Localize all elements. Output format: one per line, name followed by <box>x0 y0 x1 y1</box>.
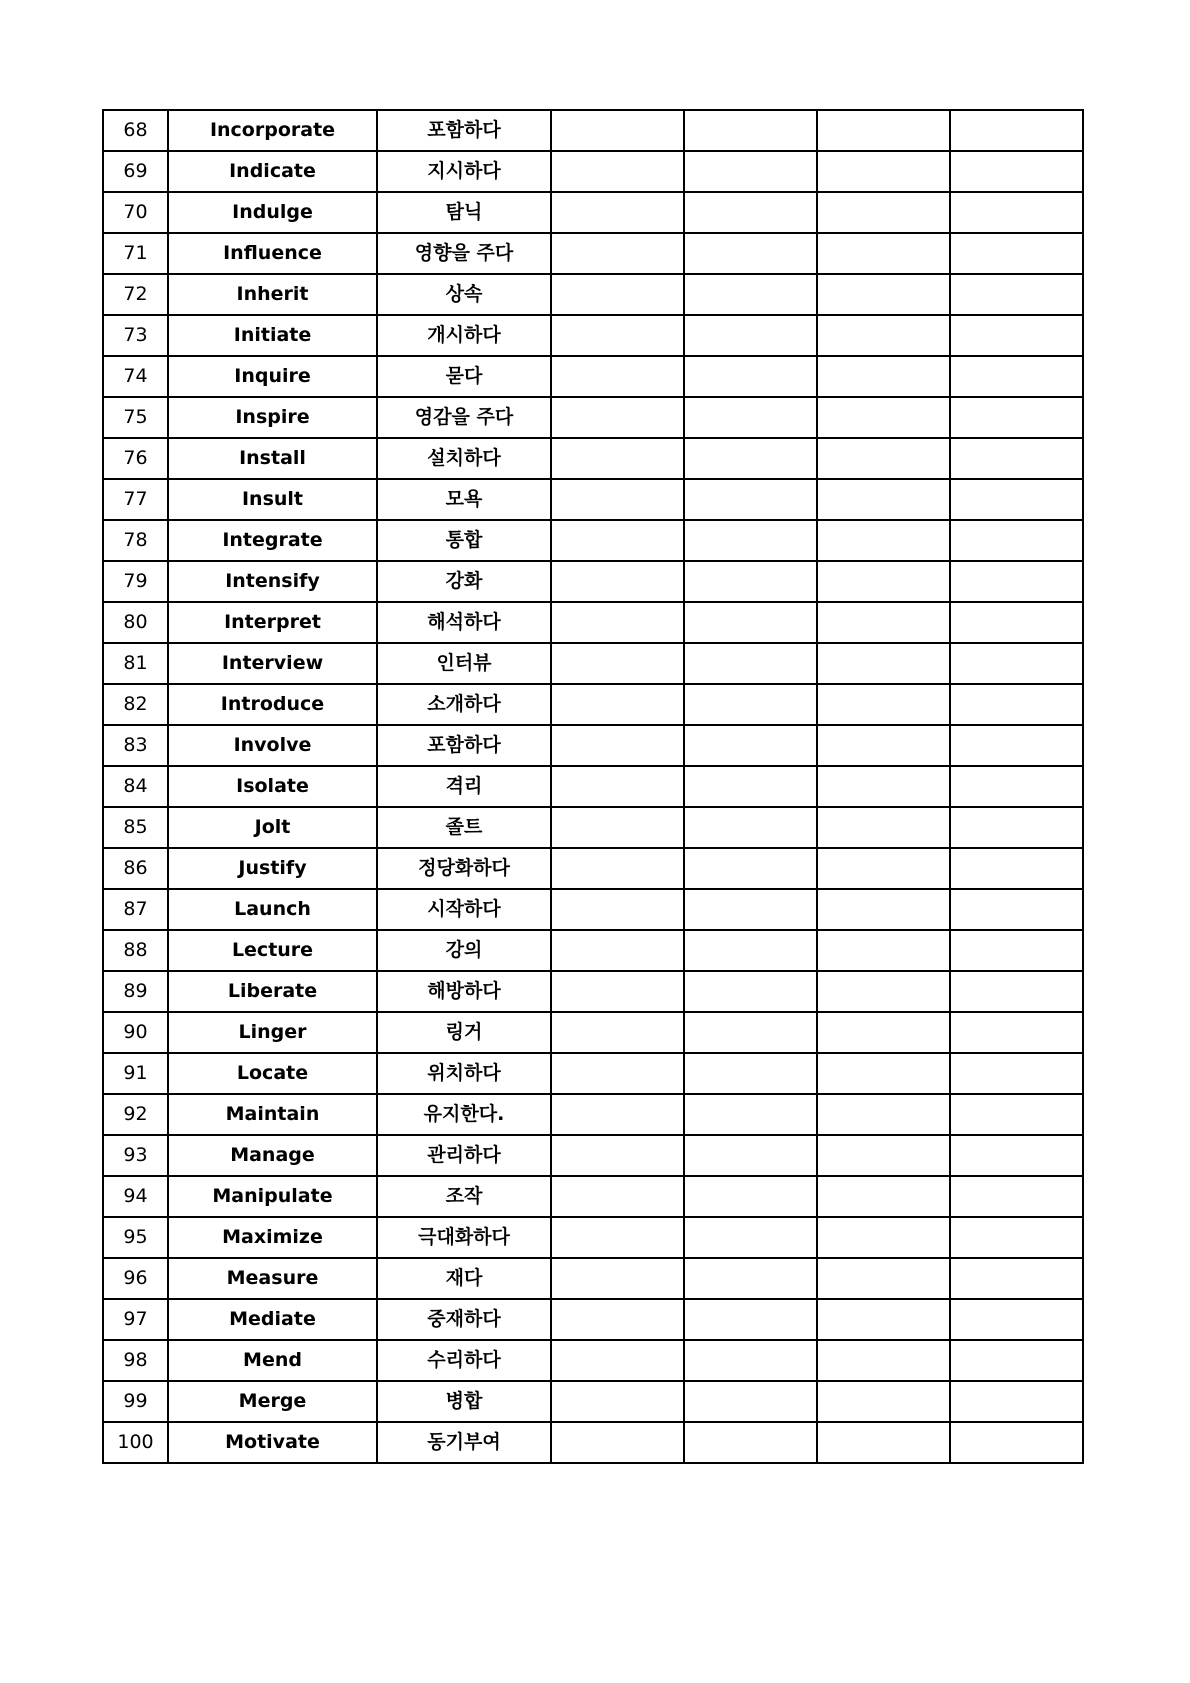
korean-meaning-cell: 해석하다 <box>377 602 551 643</box>
english-word-cell: Indicate <box>168 151 377 192</box>
row-number-cell: 88 <box>103 930 168 971</box>
blank-practice-cell <box>684 1217 817 1258</box>
english-word-cell: Insult <box>168 479 377 520</box>
english-word-cell: Integrate <box>168 520 377 561</box>
blank-practice-cell <box>950 438 1083 479</box>
row-number-cell: 97 <box>103 1299 168 1340</box>
blank-practice-cell <box>551 1176 684 1217</box>
blank-practice-cell <box>817 1381 950 1422</box>
blank-practice-cell <box>950 1094 1083 1135</box>
row-number-cell: 80 <box>103 602 168 643</box>
blank-practice-cell <box>817 397 950 438</box>
table-row <box>103 356 1083 397</box>
row-number-cell: 76 <box>103 438 168 479</box>
row-number-cell: 99 <box>103 1381 168 1422</box>
english-word-cell: Involve <box>168 725 377 766</box>
english-word-cell: Inherit <box>168 274 377 315</box>
row-number-cell: 95 <box>103 1217 168 1258</box>
blank-practice-cell <box>684 889 817 930</box>
row-number-cell: 78 <box>103 520 168 561</box>
vocabulary-table <box>102 109 1084 1464</box>
row-number-cell: 87 <box>103 889 168 930</box>
row-number-cell: 86 <box>103 848 168 889</box>
blank-practice-cell <box>817 192 950 233</box>
row-number-cell: 83 <box>103 725 168 766</box>
table-row <box>103 561 1083 602</box>
english-word-cell: Inspire <box>168 397 377 438</box>
korean-meaning-cell: 격리 <box>377 766 551 807</box>
english-word-cell: Influence <box>168 233 377 274</box>
blank-practice-cell <box>817 930 950 971</box>
blank-practice-cell <box>950 602 1083 643</box>
blank-practice-cell <box>950 315 1083 356</box>
blank-practice-cell <box>950 561 1083 602</box>
blank-practice-cell <box>950 192 1083 233</box>
vocabulary-table-body <box>103 110 1083 1463</box>
table-row <box>103 192 1083 233</box>
blank-practice-cell <box>684 930 817 971</box>
blank-practice-cell <box>551 356 684 397</box>
table-row <box>103 684 1083 725</box>
korean-meaning-cell: 소개하다 <box>377 684 551 725</box>
korean-meaning-cell: 포함하다 <box>377 110 551 151</box>
blank-practice-cell <box>684 1422 817 1463</box>
english-word-cell: Launch <box>168 889 377 930</box>
blank-practice-cell <box>551 1381 684 1422</box>
blank-practice-cell <box>950 766 1083 807</box>
korean-meaning-cell: 개시하다 <box>377 315 551 356</box>
table-row <box>103 151 1083 192</box>
english-word-cell: Jolt <box>168 807 377 848</box>
row-number-cell: 82 <box>103 684 168 725</box>
blank-practice-cell <box>551 1094 684 1135</box>
blank-practice-cell <box>817 1012 950 1053</box>
table-row <box>103 889 1083 930</box>
row-number-cell: 72 <box>103 274 168 315</box>
blank-practice-cell <box>684 1094 817 1135</box>
english-word-cell: Manipulate <box>168 1176 377 1217</box>
row-number-cell: 81 <box>103 643 168 684</box>
blank-practice-cell <box>551 479 684 520</box>
row-number-cell: 71 <box>103 233 168 274</box>
blank-practice-cell <box>817 151 950 192</box>
korean-meaning-cell: 정당화하다 <box>377 848 551 889</box>
blank-practice-cell <box>950 1217 1083 1258</box>
blank-practice-cell <box>817 561 950 602</box>
blank-practice-cell <box>817 1258 950 1299</box>
blank-practice-cell <box>551 151 684 192</box>
blank-practice-cell <box>950 110 1083 151</box>
blank-practice-cell <box>817 233 950 274</box>
korean-meaning-cell: 인터뷰 <box>377 643 551 684</box>
blank-practice-cell <box>950 1012 1083 1053</box>
english-word-cell: Manage <box>168 1135 377 1176</box>
blank-practice-cell <box>551 1217 684 1258</box>
blank-practice-cell <box>684 1340 817 1381</box>
table-row <box>103 1299 1083 1340</box>
table-row <box>103 930 1083 971</box>
korean-meaning-cell: 지시하다 <box>377 151 551 192</box>
blank-practice-cell <box>817 602 950 643</box>
table-row <box>103 438 1083 479</box>
blank-practice-cell <box>684 438 817 479</box>
row-number-cell: 85 <box>103 807 168 848</box>
blank-practice-cell <box>684 643 817 684</box>
blank-practice-cell <box>551 930 684 971</box>
blank-practice-cell <box>551 520 684 561</box>
english-word-cell: Inquire <box>168 356 377 397</box>
blank-practice-cell <box>950 1381 1083 1422</box>
blank-practice-cell <box>817 520 950 561</box>
blank-practice-cell <box>817 1422 950 1463</box>
row-number-cell: 94 <box>103 1176 168 1217</box>
korean-meaning-cell: 강화 <box>377 561 551 602</box>
table-row <box>103 848 1083 889</box>
blank-practice-cell <box>950 1299 1083 1340</box>
blank-practice-cell <box>684 561 817 602</box>
blank-practice-cell <box>684 971 817 1012</box>
blank-practice-cell <box>817 1135 950 1176</box>
english-word-cell: Locate <box>168 1053 377 1094</box>
blank-practice-cell <box>551 848 684 889</box>
blank-practice-cell <box>817 479 950 520</box>
blank-practice-cell <box>950 274 1083 315</box>
blank-practice-cell <box>551 1053 684 1094</box>
blank-practice-cell <box>817 1299 950 1340</box>
blank-practice-cell <box>817 1217 950 1258</box>
table-row <box>103 971 1083 1012</box>
table-row <box>103 643 1083 684</box>
blank-practice-cell <box>684 356 817 397</box>
blank-practice-cell <box>684 848 817 889</box>
table-row <box>103 397 1083 438</box>
table-row <box>103 602 1083 643</box>
english-word-cell: Intensify <box>168 561 377 602</box>
korean-meaning-cell: 관리하다 <box>377 1135 551 1176</box>
blank-practice-cell <box>551 1135 684 1176</box>
english-word-cell: Mend <box>168 1340 377 1381</box>
table-row <box>103 1094 1083 1135</box>
blank-practice-cell <box>551 315 684 356</box>
blank-practice-cell <box>950 233 1083 274</box>
row-number-cell: 75 <box>103 397 168 438</box>
korean-meaning-cell: 위치하다 <box>377 1053 551 1094</box>
blank-practice-cell <box>950 848 1083 889</box>
blank-practice-cell <box>817 848 950 889</box>
blank-practice-cell <box>551 233 684 274</box>
blank-practice-cell <box>950 889 1083 930</box>
row-number-cell: 91 <box>103 1053 168 1094</box>
blank-practice-cell <box>551 1012 684 1053</box>
blank-practice-cell <box>684 520 817 561</box>
korean-meaning-cell: 재다 <box>377 1258 551 1299</box>
korean-meaning-cell: 모욕 <box>377 479 551 520</box>
blank-practice-cell <box>551 1258 684 1299</box>
table-row <box>103 1053 1083 1094</box>
row-number-cell: 90 <box>103 1012 168 1053</box>
blank-practice-cell <box>817 438 950 479</box>
row-number-cell: 96 <box>103 1258 168 1299</box>
blank-practice-cell <box>817 274 950 315</box>
korean-meaning-cell: 극대화하다 <box>377 1217 551 1258</box>
row-number-cell: 73 <box>103 315 168 356</box>
blank-practice-cell <box>684 807 817 848</box>
blank-practice-cell <box>950 397 1083 438</box>
korean-meaning-cell: 해방하다 <box>377 971 551 1012</box>
table-row <box>103 1012 1083 1053</box>
korean-meaning-cell: 설치하다 <box>377 438 551 479</box>
table-row <box>103 766 1083 807</box>
blank-practice-cell <box>684 192 817 233</box>
blank-practice-cell <box>950 520 1083 561</box>
blank-practice-cell <box>551 1422 684 1463</box>
table-row <box>103 520 1083 561</box>
blank-practice-cell <box>684 766 817 807</box>
table-row <box>103 1381 1083 1422</box>
table-row <box>103 1176 1083 1217</box>
blank-practice-cell <box>684 1381 817 1422</box>
blank-practice-cell <box>817 725 950 766</box>
korean-meaning-cell: 영향을 주다 <box>377 233 551 274</box>
english-word-cell: Maximize <box>168 1217 377 1258</box>
blank-practice-cell <box>551 1340 684 1381</box>
blank-practice-cell <box>684 1135 817 1176</box>
english-word-cell: Isolate <box>168 766 377 807</box>
korean-meaning-cell: 병합 <box>377 1381 551 1422</box>
blank-practice-cell <box>684 274 817 315</box>
blank-practice-cell <box>950 1258 1083 1299</box>
blank-practice-cell <box>817 315 950 356</box>
blank-practice-cell <box>950 930 1083 971</box>
table-row <box>103 725 1083 766</box>
english-word-cell: Lecture <box>168 930 377 971</box>
blank-practice-cell <box>950 151 1083 192</box>
english-word-cell: Measure <box>168 1258 377 1299</box>
english-word-cell: Initiate <box>168 315 377 356</box>
blank-practice-cell <box>950 1340 1083 1381</box>
blank-practice-cell <box>950 1053 1083 1094</box>
row-number-cell: 92 <box>103 1094 168 1135</box>
blank-practice-cell <box>551 766 684 807</box>
blank-practice-cell <box>551 971 684 1012</box>
english-word-cell: Liberate <box>168 971 377 1012</box>
table-row <box>103 807 1083 848</box>
blank-practice-cell <box>551 110 684 151</box>
row-number-cell: 100 <box>103 1422 168 1463</box>
blank-practice-cell <box>950 643 1083 684</box>
blank-practice-cell <box>684 602 817 643</box>
korean-meaning-cell: 영감을 주다 <box>377 397 551 438</box>
blank-practice-cell <box>817 971 950 1012</box>
table-row <box>103 1340 1083 1381</box>
row-number-cell: 79 <box>103 561 168 602</box>
blank-practice-cell <box>950 356 1083 397</box>
blank-practice-cell <box>950 1422 1083 1463</box>
korean-meaning-cell: 포함하다 <box>377 725 551 766</box>
blank-practice-cell <box>950 479 1083 520</box>
blank-practice-cell <box>817 643 950 684</box>
row-number-cell: 77 <box>103 479 168 520</box>
blank-practice-cell <box>551 438 684 479</box>
korean-meaning-cell: 수리하다 <box>377 1340 551 1381</box>
blank-practice-cell <box>684 1258 817 1299</box>
blank-practice-cell <box>551 684 684 725</box>
row-number-cell: 89 <box>103 971 168 1012</box>
blank-practice-cell <box>684 1176 817 1217</box>
blank-practice-cell <box>950 971 1083 1012</box>
korean-meaning-cell: 조작 <box>377 1176 551 1217</box>
blank-practice-cell <box>684 110 817 151</box>
blank-practice-cell <box>817 356 950 397</box>
korean-meaning-cell: 시작하다 <box>377 889 551 930</box>
table-row <box>103 110 1083 151</box>
table-row <box>103 233 1083 274</box>
blank-practice-cell <box>684 1012 817 1053</box>
table-row <box>103 1258 1083 1299</box>
blank-practice-cell <box>684 397 817 438</box>
blank-practice-cell <box>817 110 950 151</box>
english-word-cell: Install <box>168 438 377 479</box>
blank-practice-cell <box>551 274 684 315</box>
english-word-cell: Incorporate <box>168 110 377 151</box>
blank-practice-cell <box>551 643 684 684</box>
korean-meaning-cell: 졸트 <box>377 807 551 848</box>
english-word-cell: Interpret <box>168 602 377 643</box>
row-number-cell: 98 <box>103 1340 168 1381</box>
korean-meaning-cell: 묻다 <box>377 356 551 397</box>
blank-practice-cell <box>551 889 684 930</box>
blank-practice-cell <box>684 151 817 192</box>
blank-practice-cell <box>817 684 950 725</box>
korean-meaning-cell: 상속 <box>377 274 551 315</box>
blank-practice-cell <box>817 889 950 930</box>
blank-practice-cell <box>551 807 684 848</box>
blank-practice-cell <box>551 725 684 766</box>
blank-practice-cell <box>817 1094 950 1135</box>
korean-meaning-cell: 중재하다 <box>377 1299 551 1340</box>
korean-meaning-cell: 강의 <box>377 930 551 971</box>
korean-meaning-cell: 탐닉 <box>377 192 551 233</box>
korean-meaning-cell: 링거 <box>377 1012 551 1053</box>
blank-practice-cell <box>684 233 817 274</box>
blank-practice-cell <box>551 397 684 438</box>
english-word-cell: Linger <box>168 1012 377 1053</box>
blank-practice-cell <box>950 807 1083 848</box>
english-word-cell: Introduce <box>168 684 377 725</box>
blank-practice-cell <box>817 807 950 848</box>
table-row <box>103 1135 1083 1176</box>
table-row <box>103 479 1083 520</box>
row-number-cell: 69 <box>103 151 168 192</box>
blank-practice-cell <box>551 561 684 602</box>
blank-practice-cell <box>950 1135 1083 1176</box>
english-word-cell: Maintain <box>168 1094 377 1135</box>
table-row <box>103 315 1083 356</box>
english-word-cell: Merge <box>168 1381 377 1422</box>
korean-meaning-cell: 유지한다. <box>377 1094 551 1135</box>
row-number-cell: 74 <box>103 356 168 397</box>
row-number-cell: 70 <box>103 192 168 233</box>
blank-practice-cell <box>950 1176 1083 1217</box>
blank-practice-cell <box>684 1299 817 1340</box>
english-word-cell: Justify <box>168 848 377 889</box>
row-number-cell: 68 <box>103 110 168 151</box>
english-word-cell: Indulge <box>168 192 377 233</box>
blank-practice-cell <box>551 1299 684 1340</box>
blank-practice-cell <box>817 766 950 807</box>
table-row <box>103 1217 1083 1258</box>
blank-practice-cell <box>817 1176 950 1217</box>
english-word-cell: Mediate <box>168 1299 377 1340</box>
blank-practice-cell <box>950 684 1083 725</box>
blank-practice-cell <box>817 1340 950 1381</box>
blank-practice-cell <box>684 479 817 520</box>
blank-practice-cell <box>551 602 684 643</box>
blank-practice-cell <box>684 684 817 725</box>
english-word-cell: Motivate <box>168 1422 377 1463</box>
blank-practice-cell <box>817 1053 950 1094</box>
row-number-cell: 84 <box>103 766 168 807</box>
table-row <box>103 1422 1083 1463</box>
blank-practice-cell <box>551 192 684 233</box>
english-word-cell: Interview <box>168 643 377 684</box>
korean-meaning-cell: 동기부여 <box>377 1422 551 1463</box>
blank-practice-cell <box>950 725 1083 766</box>
blank-practice-cell <box>684 1053 817 1094</box>
blank-practice-cell <box>684 315 817 356</box>
row-number-cell: 93 <box>103 1135 168 1176</box>
table-row <box>103 274 1083 315</box>
korean-meaning-cell: 통합 <box>377 520 551 561</box>
blank-practice-cell <box>684 725 817 766</box>
